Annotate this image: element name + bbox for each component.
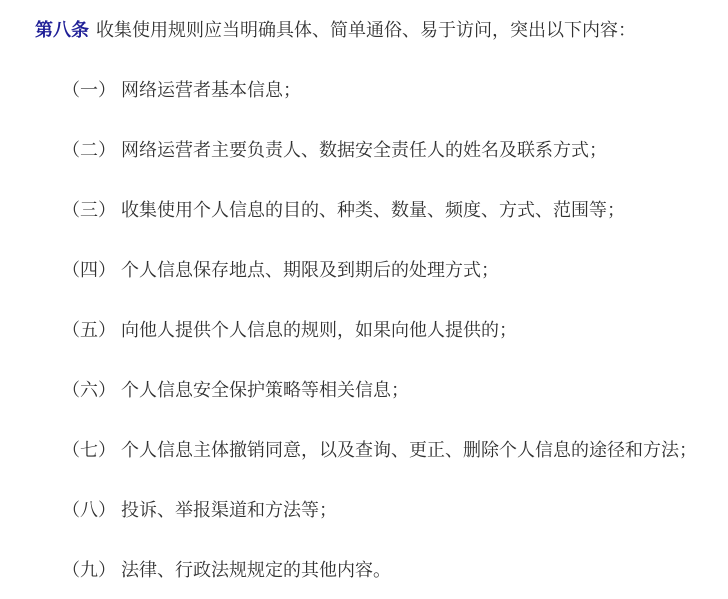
item-number: （五） (62, 320, 116, 340)
item-number: （七） (62, 440, 116, 460)
article-intro-paragraph (0, 18, 728, 42)
item-text: 法律、行政法规规定的其他内容。 (121, 560, 391, 580)
item-text: 个人信息主体撤销同意，以及查询、更正、删除个人信息的途径和方法； (121, 440, 697, 460)
item-text: 个人信息保存地点、期限及到期后的处理方式； (121, 260, 499, 280)
list-item (0, 138, 728, 162)
list-item (0, 558, 728, 582)
list-item (0, 318, 728, 342)
list-item (0, 258, 728, 282)
article-intro-text: 收集使用规则应当明确具体、简单通俗、易于访问，突出以下内容： (96, 20, 636, 40)
item-number: （二） (62, 140, 116, 160)
item-text: 投诉、举报渠道和方法等； (121, 500, 337, 520)
item-number: （六） (62, 380, 116, 400)
item-text: 个人信息安全保护策略等相关信息； (121, 380, 409, 400)
item-number: （九） (62, 560, 116, 580)
item-text: 网络运营者基本信息； (121, 80, 301, 100)
item-number: （四） (62, 260, 116, 280)
item-number: （八） (62, 500, 116, 520)
article-number-label: 第八条 (35, 20, 89, 40)
list-item (0, 438, 728, 462)
list-item (0, 78, 728, 102)
item-number: （一） (62, 80, 116, 100)
list-item (0, 498, 728, 522)
item-text: 向他人提供个人信息的规则，如果向他人提供的； (121, 320, 517, 340)
list-item (0, 378, 728, 402)
item-number: （三） (62, 200, 116, 220)
list-item (0, 198, 728, 222)
item-text: 收集使用个人信息的目的、种类、数量、频度、方式、范围等； (121, 200, 625, 220)
item-text: 网络运营者主要负责人、数据安全责任人的姓名及联系方式； (121, 140, 607, 160)
